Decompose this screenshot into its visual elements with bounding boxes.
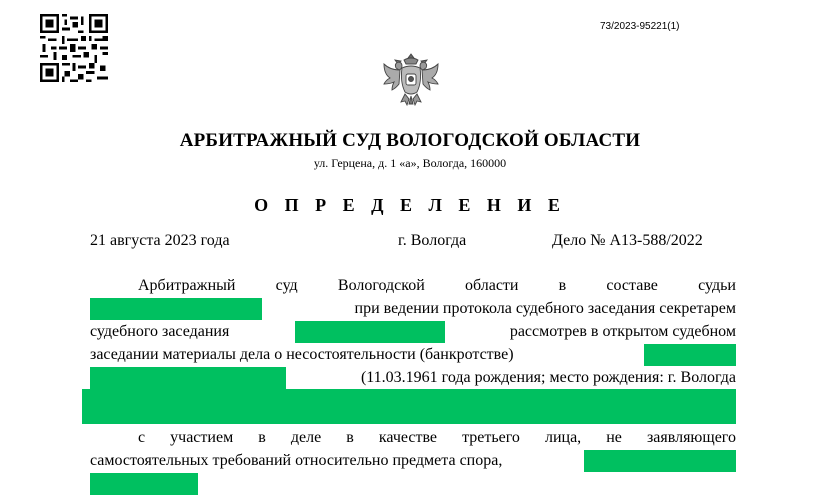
word: составе [606,277,658,294]
qr-code [40,14,108,82]
line-text: (11.03.1961 года рождения; место рождения: г. Вологда [360,369,736,386]
redaction-block [584,450,736,472]
p1-line-5 [90,366,736,389]
word: заявляющего [646,429,736,446]
document-number: 73/2023-95221(1) [600,21,680,32]
line-text: самостоятельных требований относительно предмета спора, [90,452,503,469]
word: суд [275,277,298,294]
p2-line-2 [90,449,736,472]
word: Вологодской [337,277,425,294]
redaction-block [90,367,286,389]
word: третьего [462,429,520,446]
word: не [606,429,622,446]
p2-line-1 [90,426,736,449]
p1-line-4 [90,343,736,366]
word: области [465,277,519,294]
word: с [138,429,146,446]
p1-line-2 [90,297,736,320]
redaction-block [82,389,736,424]
redaction-block [644,344,736,366]
word: лица, [544,429,582,446]
document-date: 21 августа 2023 года [90,232,230,249]
redaction-block [90,473,198,495]
word: в [346,429,354,446]
word: в [258,429,266,446]
paragraph-2 [90,426,736,495]
p2-line-3 [90,472,736,495]
word: в [558,277,567,294]
coat-of-arms-emblem [380,50,442,112]
line-text: при ведении протокола судебного заседания секретарем [354,300,736,317]
paragraph-1 [90,274,736,424]
p1-line-3 [90,320,736,343]
word: качестве [378,429,438,446]
court-name: АРБИТРАЖНЫЙ СУД ВОЛОГОДСКОЙ ОБЛАСТИ [179,130,641,151]
p1-line-1 [90,274,736,297]
p1-line-6 [90,389,736,424]
redaction-block [90,298,262,320]
word: деле [290,429,322,446]
word: участием [170,429,234,446]
document-city: г. Вологда [398,232,467,249]
court-address: ул. Герцена, д. 1 «а», Вологда, 160000 [313,156,507,170]
redaction-block [295,321,445,343]
line-text: заседании материалы дела о несостоятельности (банкротстве) [90,346,514,363]
word: Арбитражный [138,277,236,294]
word: судьи [698,277,736,294]
document-title: О П Р Е Д Е Л Е Н И Е [254,195,566,215]
line-text: рассмотрев в открытом судебном [509,323,736,340]
line-text: судебного заседания [90,323,230,340]
case-number: Дело № А13-588/2022 [552,232,703,249]
